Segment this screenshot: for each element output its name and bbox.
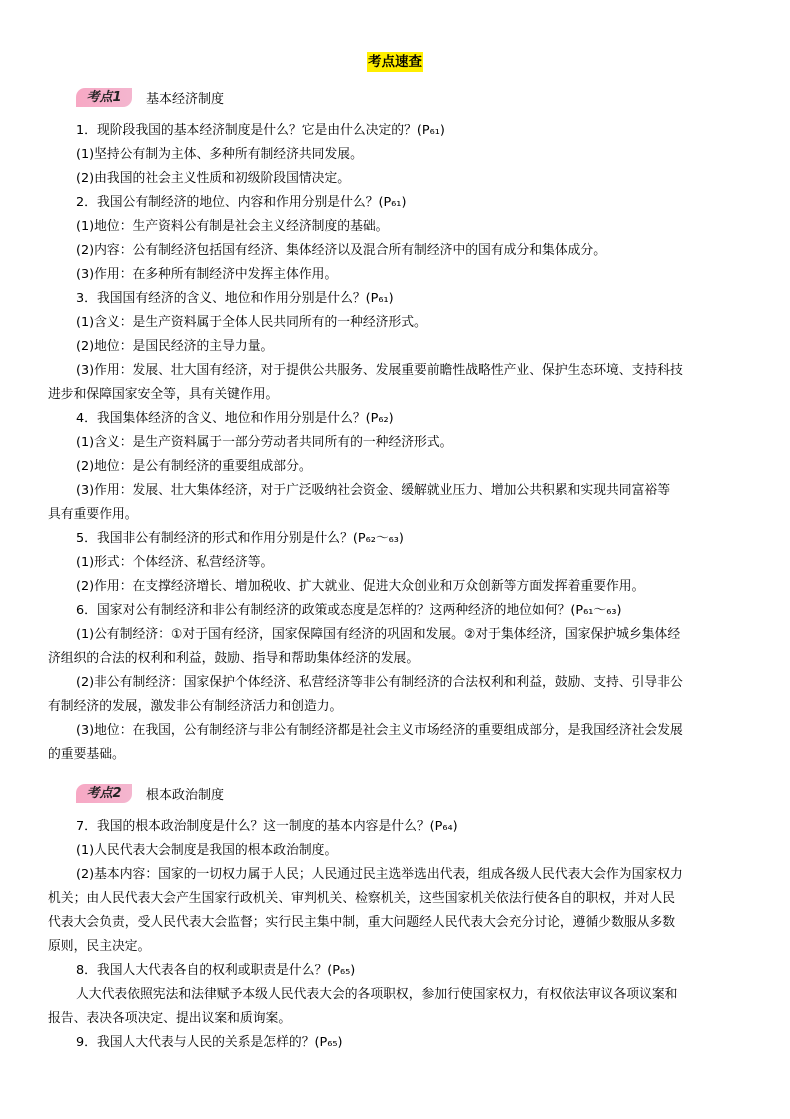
answer-line: 人大代表依照宪法和法律赋予本级人民代表大会的各项职权，参加行使国家权力，有权依法审议各项议案和 xyxy=(76,987,678,1002)
section-title: 基本经济制度 xyxy=(146,91,225,107)
page-title: 考点速查 xyxy=(368,54,422,70)
answer-line: (1)人民代表大会制度是我国的根本政治制度。 xyxy=(76,843,338,858)
answer-line: (3)作用：在多种所有制经济中发挥主体作用。 xyxy=(76,267,338,282)
answer-line: (1)形式：个体经济、私营经济等。 xyxy=(76,555,274,570)
answer-line-cont: 有制经济的发展，激发非公有制经济活力和创造力。 xyxy=(48,699,343,714)
answer-line-cont: 报告、表决各项决定、提出议案和质询案。 xyxy=(48,1011,292,1026)
section-title: 根本政治制度 xyxy=(146,787,225,803)
question-9: 9．我国人大代表与人民的关系是怎样的？(P₆₅) xyxy=(76,1035,343,1050)
answer-line: (3)作用：发展、壮大集体经济，对于广泛吸纳社会资金、缓解就业压力、增加公共积累和实现共同富裕等 xyxy=(76,483,670,498)
answer-line-cont: 代表大会负责，受人民代表大会监督；实行民主集中制，重大问题经人民代表大会充分讨论，遵循少数服从多数 xyxy=(48,915,676,930)
answer-line: (3)作用：发展、壮大国有经济，对于提供公共服务、发展重要前瞻性战略性产业、保护生态环境、支持科技 xyxy=(76,363,683,378)
answer-line: (1)含义：是生产资料属于全体人民共同所有的一种经济形式。 xyxy=(76,315,427,330)
question-6: 6．国家对公有制经济和非公有制经济的政策或态度是怎样的？这两种经济的地位如何？(P₆₁～₆₃) xyxy=(76,603,622,618)
answer-line: (1)地位：生产资料公有制是社会主义经济制度的基础。 xyxy=(76,219,389,234)
answer-line-cont: 的重要基础。 xyxy=(48,747,125,762)
answer-line: (1)含义：是生产资料属于一部分劳动者共同所有的一种经济形式。 xyxy=(76,435,453,450)
question-3: 3．我国国有经济的含义、地位和作用分别是什么？(P₆₁) xyxy=(76,291,394,306)
section-header-2 xyxy=(76,782,224,804)
answer-line: (2)作用：在支撑经济增长、增加税收、扩大就业、促进大众创业和万众创新等方面发挥着重要作用。 xyxy=(76,579,645,594)
answer-line-cont: 机关；由人民代表大会产生国家行政机关、审判机关、检察机关，这些国家机关依法行使各自的职权，并对人民 xyxy=(48,891,676,906)
answer-line: (2)由我国的社会主义性质和初级阶段国情决定。 xyxy=(76,171,351,186)
answer-line-cont: 济组织的合法的权利和利益，鼓励、指导和帮助集体经济的发展。 xyxy=(48,651,420,666)
question-2: 2．我国公有制经济的地位、内容和作用分别是什么？(P₆₁) xyxy=(76,195,407,210)
question-8: 8．我国人大代表各自的权利或职责是什么？(P₆₅) xyxy=(76,963,356,978)
section-badge: 考点1 xyxy=(76,88,132,107)
answer-line: (1)坚持公有制为主体、多种所有制经济共同发展。 xyxy=(76,147,363,162)
answer-line-cont: 原则，民主决定。 xyxy=(48,939,151,954)
question-5: 5．我国非公有制经济的形式和作用分别是什么？(P₆₂～₆₃) xyxy=(76,531,404,546)
section-badge: 考点2 xyxy=(76,784,132,803)
answer-line: (2)地位：是公有制经济的重要组成部分。 xyxy=(76,459,312,474)
answer-line: (2)基本内容：国家的一切权力属于人民；人民通过民主选举选出代表，组成各级人民代表大会作为国家权力 xyxy=(76,867,683,882)
answer-line-cont: 进步和保障国家安全等，具有关键作用。 xyxy=(48,387,279,402)
section-header-1 xyxy=(76,86,224,108)
answer-line: (2)内容：公有制经济包括国有经济、集体经济以及混合所有制经济中的国有成分和集体成分。 xyxy=(76,243,607,258)
answer-line: (3)地位：在我国，公有制经济与非公有制经济都是社会主义市场经济的重要组成部分，是我国经济社会发展 xyxy=(76,723,683,738)
answer-line-cont: 具有重要作用。 xyxy=(48,507,138,522)
question-7: 7．我国的根本政治制度是什么？这一制度的基本内容是什么？(P₆₄) xyxy=(76,819,458,834)
answer-line: (2)非公有制经济：国家保护个体经济、私营经济等非公有制经济的合法权利和利益，鼓励、支持、引导非公 xyxy=(76,675,683,690)
answer-line: (1)公有制经济：①对于国有经济，国家保障国有经济的巩固和发展。②对于集体经济，国家保护城乡集体经 xyxy=(76,627,681,642)
answer-line: (2)地位：是国民经济的主导力量。 xyxy=(76,339,274,354)
question-4: 4．我国集体经济的含义、地位和作用分别是什么？(P₆₂) xyxy=(76,411,394,426)
question-1: 1．现阶段我国的基本经济制度是什么？它是由什么决定的？(P₆₁) xyxy=(76,123,445,138)
